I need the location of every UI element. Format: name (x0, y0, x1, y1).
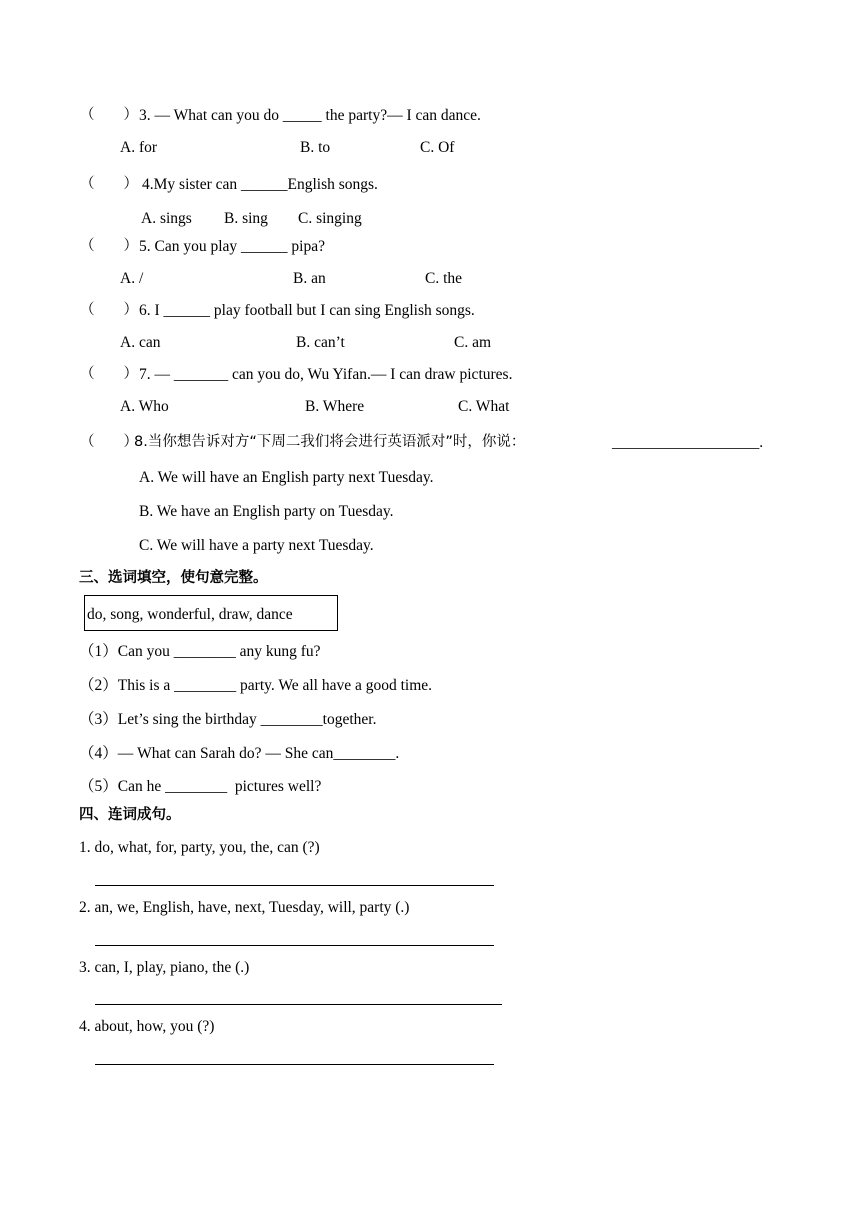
answer-line (95, 1004, 502, 1005)
option-b: B. to (300, 139, 331, 156)
fill-item-1: （1）Can you ________ any kung fu? (79, 643, 321, 660)
answer-blank: ___________________. (612, 434, 764, 451)
answer-paren: （ ） (80, 176, 138, 192)
question-4-stem: 4.My sister can ______English songs. (142, 176, 378, 193)
question-6-stem: 6. I ______ play football but I can sing English songs. (139, 302, 475, 319)
option-b: B. Where (305, 398, 365, 415)
sentence-item-1: 1. do, what, for, party, you, the, can (?) (79, 839, 320, 856)
option-a: A. Who (120, 398, 169, 415)
word-bank-box (84, 595, 338, 631)
option-c: C. am (454, 334, 492, 351)
fill-item-4: （4）— What can Sarah do? — She can________. (79, 745, 400, 762)
word-bank-text: do, song, wonderful, draw, dance (87, 606, 293, 623)
option-b: B. We have an English party on Tuesday. (139, 503, 394, 520)
option-c: C. What (458, 398, 510, 415)
option-a: A. for (120, 139, 158, 156)
option-c: C. the (425, 270, 463, 287)
option-b: B. can’t (296, 334, 345, 351)
fill-item-5: （5）Can he ________ pictures well? (79, 778, 322, 795)
option-a: A. We will have an English party next Tuesday. (139, 469, 434, 486)
option-b: B. an (293, 270, 326, 287)
answer-paren: （ ） (80, 107, 138, 123)
question-3-stem: 3. — What can you do _____ the party?— I can dance. (139, 107, 481, 124)
option-c: C. Of (420, 139, 455, 156)
sentence-item-4: 4. about, how, you (?) (79, 1018, 215, 1035)
question-7-stem: 7. — _______ can you do, Wu Yifan.— I can draw pictures. (139, 366, 513, 383)
section-3-heading: 三、选词填空，使句意完整。 (79, 570, 268, 586)
answer-paren: （ ） (80, 302, 138, 318)
sentence-item-3: 3. can, I, play, piano, the (.) (79, 959, 250, 976)
option-a: A. can (120, 334, 161, 351)
answer-paren: （ ） (80, 238, 138, 254)
option-b: B. sing (224, 210, 268, 227)
question-8-stem: 8.当你想告诉对方“下周二我们将会进行英语派对”时，你说： (134, 434, 526, 450)
option-c: C. singing (298, 210, 362, 227)
fill-item-3: （3）Let’s sing the birthday ________together. (79, 711, 377, 728)
section-4-heading: 四、连词成句。 (79, 807, 181, 823)
answer-line (95, 1064, 494, 1065)
answer-paren: （ ） (80, 434, 138, 450)
sentence-item-2: 2. an, we, English, have, next, Tuesday, will, party (.) (79, 899, 410, 916)
option-a: A. sings (141, 210, 192, 227)
answer-paren: （ ） (80, 366, 138, 382)
answer-line (95, 885, 494, 886)
option-c: C. We will have a party next Tuesday. (139, 537, 374, 554)
option-a: A. / (120, 270, 144, 287)
fill-item-2: （2）This is a ________ party. We all have a good time. (79, 677, 433, 694)
question-5-stem: 5. Can you play ______ pipa? (139, 238, 325, 255)
answer-line (95, 945, 494, 946)
